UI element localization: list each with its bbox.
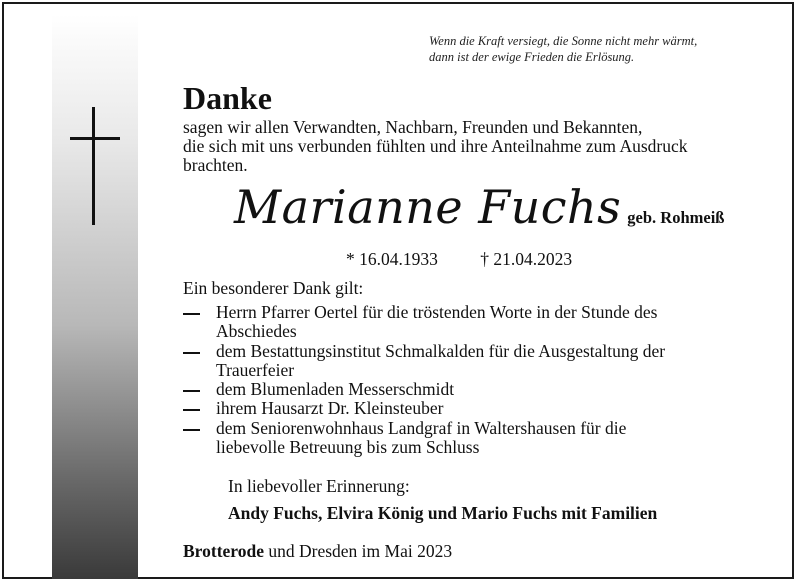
intro-line: sagen wir allen Verwandten, Nachbarn, Freunden und Bekannten, (183, 117, 643, 137)
intro-line: die sich mit uns verbunden fühlten und ihre Anteilnahme zum Ausdruck (183, 136, 688, 156)
life-dates (346, 249, 572, 270)
list-item (183, 342, 783, 381)
list-item-line: Abschiedes (216, 321, 297, 342)
poem (429, 33, 779, 65)
obituary-frame (2, 2, 794, 579)
list-item-line: Trauerfeier (216, 359, 295, 380)
intro-text (183, 118, 783, 175)
deceased-name: Marianne Fuchs (234, 180, 622, 234)
death-date: † 21.04.2023 (480, 249, 573, 269)
cross-icon (70, 107, 120, 225)
thanks-list (183, 303, 783, 457)
poem-line: dann ist der ewige Frieden die Erlösung. (429, 50, 635, 64)
page-title: Danke (183, 80, 272, 116)
list-item (183, 303, 783, 342)
maiden-name: geb. Rohmeiß (627, 208, 725, 227)
family-signature: Andy Fuchs, Elvira König und Mario Fuchs mit Familien (228, 503, 658, 523)
gradient-side-bar (52, 14, 138, 579)
place-date (183, 541, 452, 562)
poem-line: Wenn die Kraft versiegt, die Sonne nicht mehr wärmt, (429, 34, 698, 48)
list-item-line: dem Bestattungsinstitut Schmalkalden für die Ausgestaltung der (216, 340, 666, 361)
list-item-line: dem Seniorenwohnhaus Landgraf in Waltershausen für die (216, 417, 627, 438)
thanks-intro: Ein besonderer Dank gilt: (183, 278, 364, 298)
list-item-line: Herrn Pfarrer Oertel für die tröstenden Worte in der Stunde des (216, 302, 658, 322)
list-item-line: ihrem Hausarzt Dr. Kleinsteuber (216, 398, 444, 419)
intro-line: brachten. (183, 155, 248, 175)
list-item-line: liebevolle Betreuung bis zum Schluss (216, 437, 480, 458)
place-town: Brotterode (183, 541, 264, 561)
list-item (183, 380, 783, 399)
birth-date: * 16.04.1933 (346, 249, 438, 269)
list-item (183, 419, 783, 458)
deceased-name-line (234, 180, 724, 234)
memory-label: In liebevoller Erinnerung: (228, 476, 410, 496)
list-item-line: dem Blumenladen Messerschmidt (216, 379, 455, 400)
list-item (183, 399, 783, 418)
place-rest: und Dresden im Mai 2023 (264, 541, 453, 561)
